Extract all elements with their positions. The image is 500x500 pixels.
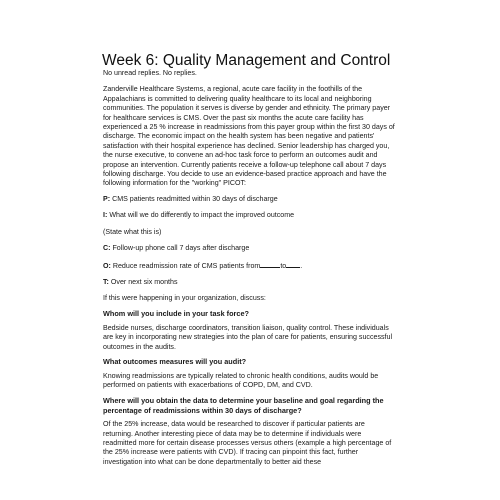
picot-c (103, 244, 395, 253)
question-outcome-measures: What outcomes measures will you audit? (103, 357, 247, 367)
blank-to (286, 261, 303, 270)
question-data-source: Where will you obtain the data to determine your baseline and goal regarding the percentage of readmissions within 30 days of discharge? (103, 396, 384, 415)
picot-i (103, 211, 395, 220)
picot-state: (State what this is) (103, 227, 162, 236)
picot-o-to: to (280, 261, 287, 270)
discussion-post (103, 52, 395, 473)
reply-status: No unread replies. No replies. (103, 69, 197, 77)
picot-o-text: Reduce readmission rate of CMS patients from (110, 261, 261, 270)
page-title: Week 6: Quality Management and Control (102, 52, 391, 69)
blank-from (260, 261, 280, 268)
picot-o-end: . (300, 261, 303, 270)
picot-o-label: O: (103, 261, 111, 270)
discuss-prompt: If this were happening in your organization, discuss: (103, 294, 266, 303)
picot-t-text: Over next six months (108, 277, 178, 286)
answer-data-source: Of the 25% increase, data would be researched to discover if particular patients are returning. Another interesting piece of data may be to determine if individuals were readmitted more for certain disease processes versus others (example a high percentage of the 25% increase were patients with CVD). If tracing can pinpoint this fact, further investigation into what can be done departmentally to better aid these (103, 420, 392, 466)
picot-t (103, 278, 395, 287)
picot-i-text: What will we do differently to impact the improved outcome (107, 211, 295, 220)
picot-p (103, 195, 395, 204)
picot-i-label: I: (103, 211, 108, 220)
picot-t-label: T: (103, 277, 109, 286)
picot-c-label: C: (103, 244, 111, 253)
picot-p-text: CMS patients readmitted within 30 days of discharge (110, 194, 278, 203)
scenario-paragraph: Zanderville Healthcare Systems, a regional, acute care facility in the foothills of the Appalachians is committed to delivering quality healthcare to its local and neighboring communities. The population it serves is diverse by gender and ethnicity. The primary payer for healthcare services is CMS. Over the past six months the acute care facility has experienced a 25 % increase in readmissions from this payer group within the first 30 days of discharge. The economic impact on the health system has been negative and patients' satisfaction with their hospital experience has declined. Senior leadership has charged you, the nurse executive, to convene an ad-hoc task force to perform an outcomes audit and propose an intervention. Currently patients receive a follow-up telephone call about 7 days following discharge. You decide to use an evidence-based practice approach and have the following information for the "working" PICOT: (103, 85, 395, 188)
answer-task-force: Bedside nurses, discharge coordinators, transition liaison, quality control. These individuals are key in incorporating new strategies into the plan of care for patients, ensuring successful outcomes in the audits. (103, 323, 393, 351)
picot-o (103, 261, 395, 271)
picot-c-text: Follow-up phone call 7 days after discharge (110, 244, 250, 253)
answer-outcome-measures: Knowing readmissions are typically related to chronic health conditions, audits would be performed on patients with exacerbations of COPD, DM, and CVD. (103, 371, 379, 390)
question-task-force: Whom will you include in your task force? (103, 309, 249, 319)
picot-p-label: P: (103, 194, 111, 203)
